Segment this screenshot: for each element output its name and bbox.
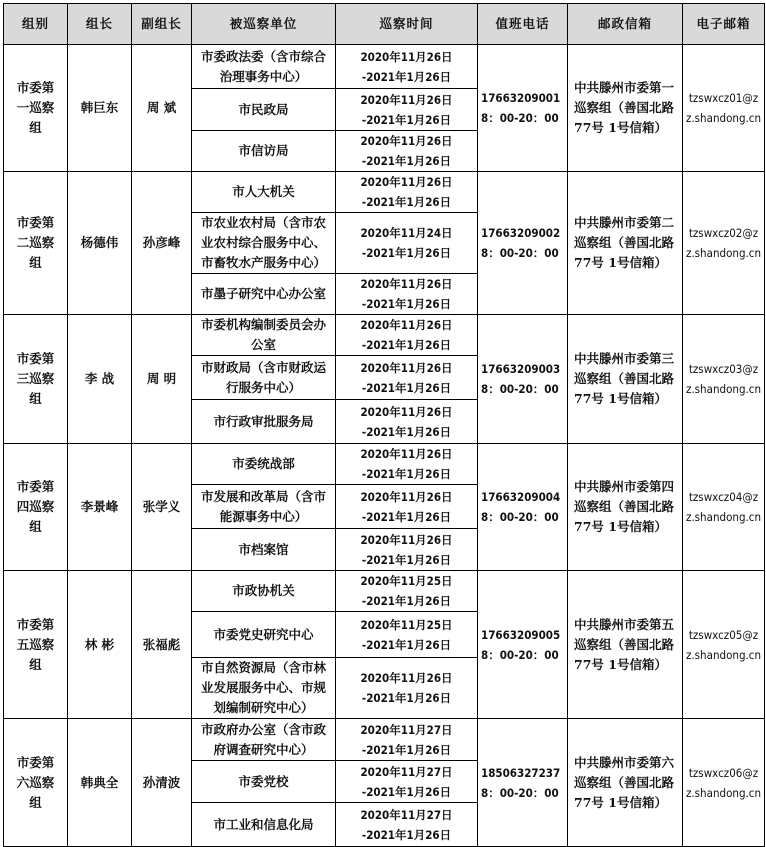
inspection-time-cell: [336, 529, 478, 571]
time-start: 2020年11月26日: [360, 134, 453, 148]
time-start: 2020年11月26日: [360, 447, 453, 461]
time-start: 2020年11月26日: [360, 175, 453, 189]
duty-phone-cell: 17663209005 8：00-20：00: [478, 571, 568, 719]
email-cell: tzswxcz06@zz.shandong.cn: [683, 719, 765, 847]
time-start: 2020年11月24日: [360, 226, 453, 240]
time-end: -2021年1月26日: [361, 742, 452, 757]
time-start: 2020年11月26日: [360, 277, 453, 291]
time-end: -2021年1月26日: [361, 154, 452, 168]
postal-mailbox-cell: 中共滕州市委第六巡察组（善国北路 77号 1号信箱）: [568, 719, 683, 847]
leader-cell: 林 彬: [68, 571, 132, 719]
header-phone: 值班电话: [478, 4, 568, 45]
duty-phone-cell: 17663209004 8：00-20：00: [478, 444, 568, 571]
time-start: 2020年11月25日: [360, 617, 453, 632]
inspection-time-cell: [336, 719, 478, 761]
group-name-cell: 市委第二巡察组: [4, 172, 68, 315]
time-start: 2020年11月26日: [360, 49, 453, 64]
email-cell: tzswxcz05@zz.shandong.cn: [683, 571, 765, 719]
inspection-time-cell: [336, 803, 478, 847]
time-end: -2021年1月26日: [361, 246, 452, 260]
time-end: -2021年1月26日: [361, 424, 452, 439]
table-row: [4, 571, 765, 612]
inspection-time-cell: [336, 89, 478, 131]
group-name-cell: 市委第一巡察组: [4, 45, 68, 172]
time-end: -2021年1月26日: [361, 637, 452, 652]
duty-phone-cell: 17663209001 8：00-20：00: [478, 45, 568, 172]
header-email: 电子邮箱: [683, 4, 765, 45]
leader-cell: 李景峰: [68, 444, 132, 571]
postal-mailbox-cell: 中共滕州市委第一巡察组（善国北路 77号 1号信箱）: [568, 45, 683, 172]
inspected-unit-cell: 市政府办公室（含市政府调查研究中心）: [192, 719, 336, 761]
time-start: 2020年11月27日: [360, 764, 453, 779]
inspected-unit-cell: 市工业和信息化局: [192, 803, 336, 847]
inspected-unit-cell: 市委党校: [192, 761, 336, 803]
header-time: 巡察时间: [336, 4, 478, 45]
postal-mailbox-cell: 中共滕州市委第五巡察组（善国北路 77号 1号信箱）: [568, 571, 683, 719]
time-end: -2021年1月26日: [361, 467, 452, 481]
leader-cell: 李 战: [68, 315, 132, 444]
inspected-unit-cell: 市人大机关: [192, 172, 336, 213]
email-cell: tzswxcz03@zz.shandong.cn: [683, 315, 765, 444]
time-start: 2020年11月27日: [360, 722, 453, 737]
inspection-time-cell: [336, 274, 478, 315]
email-cell: tzswxcz02@zz.shandong.cn: [683, 172, 765, 315]
time-start: 2020年11月25日: [360, 574, 453, 588]
table-header-row: [4, 4, 765, 45]
inspected-unit-cell: 市自然资源局（含市林业发展服务中心、市规划编制研究中心）: [192, 658, 336, 719]
leader-cell: 韩典全: [68, 719, 132, 847]
inspection-time-cell: [336, 761, 478, 803]
table-row: [4, 45, 765, 89]
inspected-unit-cell: 市政协机关: [192, 571, 336, 612]
time-end: -2021年1月26日: [361, 195, 452, 209]
deputy-cell: 孙彦峰: [132, 172, 192, 315]
header-deputy: 副组长: [132, 4, 192, 45]
inspected-unit-cell: 市委政法委（含市综合治理事务中心）: [192, 45, 336, 89]
time-start: 2020年11月26日: [360, 360, 453, 375]
group-name-cell: 市委第五巡察组: [4, 571, 68, 719]
table-row: [4, 444, 765, 485]
inspection-time-cell: [336, 131, 478, 172]
time-end: -2021年1月26日: [361, 594, 452, 608]
time-end: -2021年1月26日: [361, 69, 452, 84]
inspected-unit-cell: 市民政局: [192, 89, 336, 131]
deputy-cell: 孙清波: [132, 719, 192, 847]
time-end: -2021年1月26日: [361, 380, 452, 395]
duty-phone-cell: 18506327237 8：00-20：00: [478, 719, 568, 847]
inspection-time-cell: [336, 400, 478, 444]
postal-mailbox-cell: 中共滕州市委第三巡察组（善国北路 77号 1号信箱）: [568, 315, 683, 444]
inspection-time-cell: [336, 315, 478, 356]
inspection-time-cell: [336, 571, 478, 612]
time-start: 2020年11月26日: [360, 532, 453, 547]
table-body: [4, 45, 765, 847]
table-row: [4, 719, 765, 761]
time-start: 2020年11月26日: [360, 404, 453, 419]
time-start: 2020年11月26日: [360, 92, 453, 107]
time-start: 2020年11月26日: [360, 671, 453, 685]
inspection-time-cell: [336, 45, 478, 89]
time-start: 2020年11月26日: [360, 489, 453, 504]
inspection-time-cell: [336, 172, 478, 213]
time-end: -2021年1月26日: [361, 338, 452, 352]
inspection-schedule-table: [3, 3, 765, 847]
table-row: [4, 172, 765, 213]
time-end: -2021年1月26日: [361, 297, 452, 311]
group-name-cell: 市委第四巡察组: [4, 444, 68, 571]
email-cell: tzswxcz04@zz.shandong.cn: [683, 444, 765, 571]
inspection-time-cell: [336, 444, 478, 485]
header-unit: 被巡察单位: [192, 4, 336, 45]
inspected-unit-cell: 市档案馆: [192, 529, 336, 571]
inspection-time-cell: [336, 213, 478, 274]
time-start: 2020年11月27日: [360, 807, 453, 822]
header-leader: 组长: [68, 4, 132, 45]
inspection-time-cell: [336, 612, 478, 658]
inspected-unit-cell: 市委党史研究中心: [192, 612, 336, 658]
time-end: -2021年1月26日: [361, 827, 452, 842]
time-end: -2021年1月26日: [361, 691, 452, 705]
duty-phone-cell: 17663209002 8：00-20：00: [478, 172, 568, 315]
header-mailbox: 邮政信箱: [568, 4, 683, 45]
header-group: 组别: [4, 4, 68, 45]
leader-cell: 杨德伟: [68, 172, 132, 315]
inspected-unit-cell: 市信访局: [192, 131, 336, 172]
postal-mailbox-cell: 中共滕州市委第二巡察组（善国北路 77号 1号信箱）: [568, 172, 683, 315]
time-end: -2021年1月26日: [361, 552, 452, 567]
inspected-unit-cell: 市委统战部: [192, 444, 336, 485]
deputy-cell: 周 斌: [132, 45, 192, 172]
inspected-unit-cell: 市发展和改革局（含市能源事务中心）: [192, 485, 336, 529]
postal-mailbox-cell: 中共滕州市委第四巡察组（善国北路 77号 1号信箱）: [568, 444, 683, 571]
group-name-cell: 市委第三巡察组: [4, 315, 68, 444]
inspected-unit-cell: 市财政局（含市财政运行服务中心）: [192, 356, 336, 400]
duty-phone-cell: 17663209003 8：00-20：00: [478, 315, 568, 444]
inspection-time-cell: [336, 658, 478, 719]
inspected-unit-cell: 市委机构编制委员会办公室: [192, 315, 336, 356]
group-name-cell: 市委第六巡察组: [4, 719, 68, 847]
email-cell: tzswxcz01@zz.shandong.cn: [683, 45, 765, 172]
deputy-cell: 周 明: [132, 315, 192, 444]
time-end: -2021年1月26日: [361, 112, 452, 127]
inspected-unit-cell: 市墨子研究中心办公室: [192, 274, 336, 315]
leader-cell: 韩巨东: [68, 45, 132, 172]
table-row: [4, 315, 765, 356]
deputy-cell: 张学义: [132, 444, 192, 571]
time-start: 2020年11月26日: [360, 318, 453, 332]
deputy-cell: 张福彪: [132, 571, 192, 719]
inspection-time-cell: [336, 356, 478, 400]
time-end: -2021年1月26日: [361, 509, 452, 524]
inspected-unit-cell: 市农业农村局（含市农业农村综合服务中心、市畜牧水产服务中心）: [192, 213, 336, 274]
inspected-unit-cell: 市行政审批服务局: [192, 400, 336, 444]
time-end: -2021年1月26日: [361, 784, 452, 799]
inspection-time-cell: [336, 485, 478, 529]
